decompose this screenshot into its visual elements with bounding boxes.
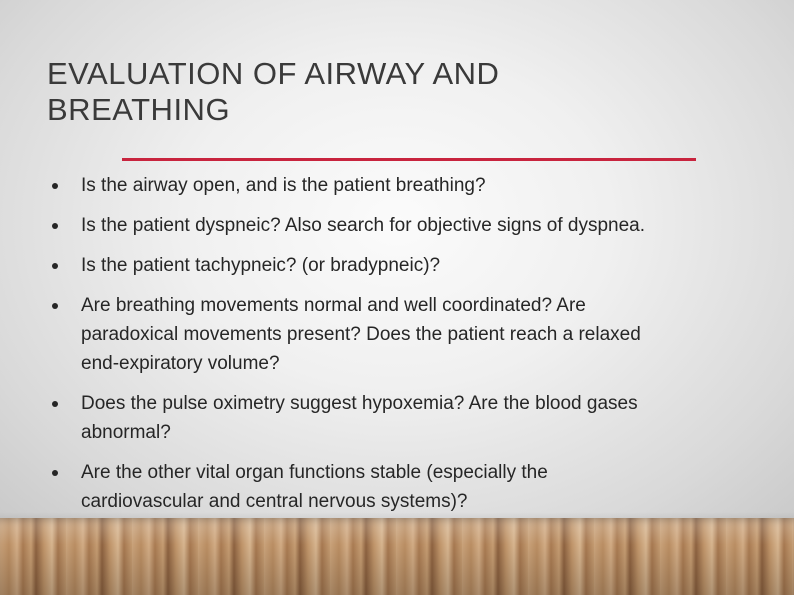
bullet-dot-icon — [52, 183, 58, 189]
wood-floor — [0, 518, 794, 595]
bullet-list — [52, 171, 772, 516]
bullet-item — [52, 211, 772, 240]
bullet-text: abnormal? — [81, 422, 171, 443]
bullet-item — [52, 251, 772, 280]
bullet-item — [52, 458, 772, 516]
bullet-text: Are breathing movements normal and well coordinated? Are — [81, 295, 586, 316]
bullet-text: Is the airway open, and is the patient breathing? — [81, 175, 486, 196]
slide-title — [47, 56, 687, 128]
bullet-dot-icon — [52, 263, 58, 269]
bullet-dot-icon — [52, 303, 58, 309]
bullet-item — [52, 291, 772, 378]
bullet-item — [52, 389, 772, 447]
bullet-text: Is the patient dyspneic? Also search for objective signs of dyspnea. — [81, 215, 645, 236]
bullet-text: Does the pulse oximetry suggest hypoxemia? Are the blood gases — [81, 393, 638, 414]
bullet-text: Is the patient tachypneic? (or bradypneic)? — [81, 255, 441, 276]
bullet-text: end-expiratory volume? — [81, 353, 280, 374]
bullet-text: paradoxical movements present? Does the patient reach a relaxed — [81, 324, 641, 345]
bullet-item — [52, 171, 772, 200]
title-line: EVALUATION OF AIRWAY AND — [47, 56, 500, 91]
bullet-text: cardiovascular and central nervous systems)? — [81, 491, 468, 512]
bullet-dot-icon — [52, 401, 58, 407]
title-divider — [122, 158, 696, 161]
bullet-text: Are the other vital organ functions stable (especially the — [81, 462, 548, 483]
bullet-dot-icon — [52, 470, 58, 476]
title-line: BREATHING — [47, 92, 231, 127]
bullet-dot-icon — [52, 223, 58, 229]
